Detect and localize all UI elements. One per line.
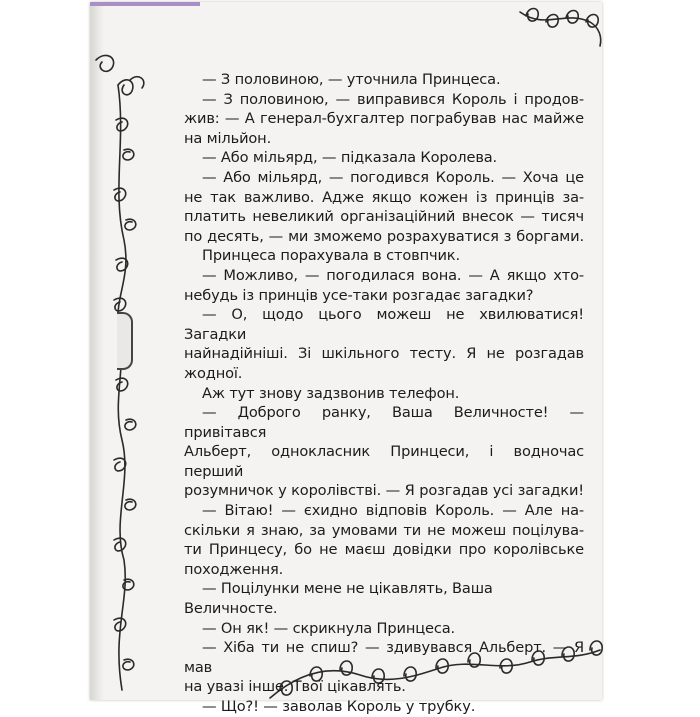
text-line: на увазі інше. Твої цікавлять. [184, 678, 406, 696]
text-line: жив: — А генерал-бухгалтер пограбував нас майже [184, 110, 584, 128]
text-line: розумничок у королівстві. — Я розгадав усі загадки! [184, 482, 584, 500]
text-line: — З половиною, — уточнила Принцеса. [202, 71, 501, 88]
text-line: — Вітаю! — єхидно відповів Король. — Але на- [202, 502, 584, 520]
text-line: — Або мільярд, — підказала Королева. [202, 149, 498, 167]
text-line: по десять, — ми зможемо розрахуватися з боргами. [184, 227, 584, 245]
text-line: — Поцілунки мене не цікавлять, Ваша Величносте. [184, 580, 493, 618]
text-line: небудь із принців усе-таки розгадає загадки? [184, 286, 534, 304]
text-line: — Можливо, — погодилася вона. — А якщо хто- [202, 266, 584, 284]
text-line: найнадійніші. Зі шкільного тесту. Я не розгадав жодної. [184, 345, 584, 382]
text-line: Альберт, однокласник Принцеси, і водночас перший [184, 443, 584, 480]
cover-edge-accent [90, 2, 200, 6]
text-line: — Он як! — скрикнула Принцеса. [202, 619, 455, 637]
text-line: на мільйон. [184, 129, 272, 147]
text-line: Аж тут знову задзвонив телефон. [202, 384, 460, 402]
text-line: — О, щодо цього можеш не хвилюватися! Загадки [184, 306, 584, 343]
story-text [184, 70, 584, 717]
text-line: скільки я знаю, за умовами ти не можеш поцілува- [184, 521, 584, 539]
text-line: — З половиною, — виправився Король і продов- [202, 90, 584, 108]
page-curl [117, 312, 133, 370]
text-line: Принцеса порахувала в стовпчик. [202, 247, 460, 265]
text-line: ти Принцесу, бо не маєш довідки про королівське [184, 541, 584, 559]
text-line: — Хіба ти не спиш? — здивувався Альберт. — Я мав [184, 639, 584, 676]
text-line: платить невеликий організаційний внесок — тисяч [184, 208, 584, 226]
text-line: — Доброго ранку, Ваша Величносте! — привітався [184, 404, 584, 441]
text-line: не так важливо. Адже якщо кожен із принців за- [184, 188, 584, 206]
text-line: — Або мільярд, — погодився Король. — Хоча це [202, 168, 584, 186]
text-line: — Що?! — заволав Король у трубку. [202, 698, 476, 715]
text-line: походження. [184, 560, 284, 578]
